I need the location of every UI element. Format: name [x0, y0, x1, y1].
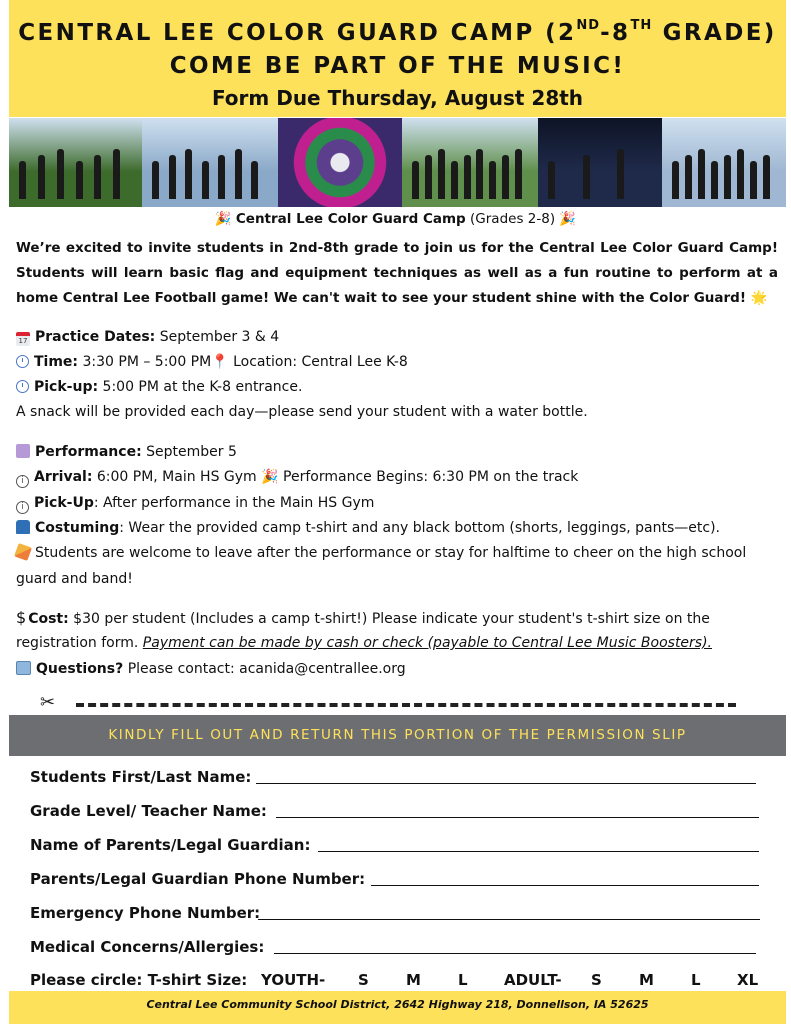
emergency-phone-field[interactable] [30, 904, 760, 922]
person-silhouette [464, 155, 471, 199]
emergency-phone-label: Emergency Phone Number: [30, 904, 261, 922]
practice-time-line [16, 352, 408, 372]
info-icon: i [16, 501, 29, 514]
medical-label: Medical Concerns/Allergies: [30, 938, 265, 956]
person-silhouette [698, 149, 705, 199]
costuming-label: Costuming [35, 520, 120, 536]
page-subtitle: COME BE PART OF THE MUSIC! [169, 53, 626, 79]
practice-time-label: Time: [34, 354, 79, 370]
person-silhouette [185, 149, 192, 199]
student-name-blank[interactable] [256, 783, 756, 784]
title-end: GRADE) [652, 20, 777, 46]
dollar-icon: $ [16, 608, 27, 627]
payment-line [16, 633, 712, 653]
payment-plain: registration form. [16, 635, 139, 651]
person-silhouette [763, 155, 770, 199]
person-silhouette [737, 149, 744, 199]
medical-blank[interactable] [274, 953, 756, 954]
person-silhouette [38, 155, 45, 199]
parent-phone-blank[interactable] [371, 885, 759, 886]
size-adult-xl[interactable]: XL [737, 971, 759, 989]
person-silhouette [476, 149, 483, 199]
size-adult-m[interactable]: M [639, 971, 654, 989]
person-silhouette [489, 161, 496, 199]
person-silhouette [438, 149, 445, 199]
intro-paragraph [16, 236, 778, 311]
person-silhouette [502, 155, 509, 199]
performance-pickup-line [16, 493, 374, 514]
team-huddle-photo [9, 118, 142, 207]
scissors-icon: ✂ [40, 692, 56, 713]
person-silhouette [672, 161, 679, 199]
grade-teacher-blank[interactable] [276, 817, 759, 818]
costuming-line [16, 518, 720, 538]
person-silhouette [218, 155, 225, 199]
info-icon: i [16, 475, 29, 488]
person-silhouette [113, 149, 120, 199]
intro-body: We’re excited to invite students in 2nd-8th grade to join us for the Central Lee Color Guard Camp! Students will learn basic flag and equipment techniques as well as a fun routine to perform at a home Central Lee Football game! We can't wait to see your student shine with the Color Guard! [16, 240, 778, 306]
practice-location: Location: Central Lee K-8 [233, 354, 408, 370]
calendar-icon: 17 [16, 332, 30, 346]
practice-dates-line [16, 327, 279, 347]
location-pin-icon: 📍 [211, 354, 229, 370]
adult-label: ADULT- [504, 971, 562, 989]
grade-teacher-label: Grade Level/ Teacher Name: [30, 802, 267, 820]
photo-strip [9, 118, 786, 207]
practice-dates-label: Practice Dates: [35, 329, 156, 345]
title-mid: -8 [600, 20, 631, 46]
flags-closeup-photo [278, 118, 402, 207]
performance-value: September 5 [146, 444, 237, 460]
grade-teacher-field[interactable] [30, 802, 759, 820]
person-silhouette [750, 161, 757, 199]
practice-pickup-label: Pick-up: [34, 379, 99, 395]
size-youth-l[interactable]: L [458, 971, 468, 989]
size-adult-s[interactable]: S [591, 971, 602, 989]
person-silhouette [169, 155, 176, 199]
snack-note: A snack will be provided each day—please send your student with a water bottle. [16, 404, 588, 420]
cut-line [40, 692, 740, 714]
student-name-field[interactable] [30, 768, 756, 786]
intro-heading-text: Central Lee Color Guard Camp [235, 211, 466, 227]
parking-lot-group-photo [662, 118, 786, 207]
parent-phone-label: Parents/Legal Guardian Phone Number: [30, 870, 366, 888]
person-silhouette [685, 155, 692, 199]
youth-label: YOUTH- [261, 971, 326, 989]
permission-slip-banner: KINDLY FILL OUT AND RETURN THIS PORTION OF THE PERMISSION SLIP [9, 715, 786, 756]
person-silhouette [152, 161, 159, 199]
title-sup-th: TH [630, 18, 653, 33]
person-silhouette [57, 149, 64, 199]
leave-note-line1 [16, 543, 746, 563]
cost-label: Cost: [28, 611, 69, 627]
payment-note: Payment can be made by cash or check (payable to Central Lee Music Boosters). [142, 635, 713, 651]
party-popper-icon: 🎉 [214, 211, 232, 227]
practice-pickup-value: 5:00 PM at the K-8 entrance. [102, 379, 303, 395]
size-youth-s[interactable]: S [358, 971, 369, 989]
size-youth-m[interactable]: M [406, 971, 421, 989]
dashed-divider [76, 703, 736, 707]
parent-name-blank[interactable] [318, 851, 759, 852]
party-popper-icon: 🎉 [261, 469, 279, 485]
arrival-line [16, 467, 578, 488]
cost-line [16, 608, 710, 629]
header-banner [9, 0, 786, 117]
envelope-icon [16, 661, 31, 675]
field-lineup-photo [402, 118, 538, 207]
group-lineup-house-photo [142, 118, 278, 207]
form-due-date: Form Due Thursday, August 28th [211, 86, 584, 110]
tshirt-size-label: Please circle: T-shirt Size: [30, 971, 248, 989]
intro-heading-grades: (Grades 2-8) [470, 211, 556, 227]
tshirt-icon [16, 520, 30, 534]
performance-pickup-label: Pick-Up [34, 495, 94, 511]
title-sup-nd: ND [576, 18, 601, 33]
performance-label: Performance: [35, 444, 142, 460]
theater-masks-icon [16, 444, 30, 458]
person-silhouette [251, 161, 258, 199]
parent-name-field[interactable] [30, 836, 759, 854]
person-silhouette [19, 161, 26, 199]
performers-night-photo [538, 118, 662, 207]
person-silhouette [515, 149, 522, 199]
leave-note-text1: Students are welcome to leave after the performance or stay for halftime to cheer on the high school [35, 545, 747, 561]
title-main: CENTRAL LEE COLOR GUARD CAMP (2 [18, 20, 577, 46]
performance-begins: Performance Begins: 6:30 PM on the track [283, 469, 579, 485]
performance-line [16, 442, 237, 462]
medical-field[interactable] [30, 938, 756, 956]
person-silhouette [76, 161, 83, 199]
size-adult-l[interactable]: L [691, 971, 701, 989]
arrival-value: 6:00 PM, Main HS Gym [96, 469, 257, 485]
page-title [9, 20, 786, 46]
person-silhouette [412, 161, 419, 199]
person-silhouette [425, 155, 432, 199]
person-silhouette [94, 155, 101, 199]
performance-pickup-value: : After performance in the Main HS Gym [93, 495, 375, 511]
student-name-label: Students First/Last Name: [30, 768, 252, 786]
clock-icon [16, 355, 29, 368]
parent-name-label: Name of Parents/Legal Guardian: [30, 836, 311, 854]
practice-dates-value: September 3 & 4 [159, 329, 280, 345]
emergency-phone-blank[interactable] [258, 919, 760, 920]
costuming-value: : Wear the provided camp t-shirt and any black bottom (shorts, leggings, pants—etc). [119, 520, 720, 536]
practice-pickup-line [16, 377, 302, 397]
questions-label: Questions? [36, 661, 124, 677]
contact-email[interactable]: Please contact: acanida@centrallee.org [127, 661, 406, 677]
footer-address: Central Lee Community School District, 2642 Highway 218, Donnellson, IA 52625 [9, 991, 786, 1024]
clock-icon [16, 380, 29, 393]
party-popper-icon: 🎉 [559, 211, 577, 227]
cost-value: $30 per student (Includes a camp t-shirt!) Please indicate your student's t-shirt size on the [73, 611, 710, 627]
person-silhouette [583, 155, 590, 199]
leave-note-line2: guard and band! [16, 571, 133, 587]
person-silhouette [548, 161, 555, 199]
star-icon: 🌟 [750, 290, 768, 306]
person-silhouette [617, 149, 624, 199]
person-silhouette [711, 161, 718, 199]
baton-icon [14, 543, 32, 561]
practice-time-value: 3:30 PM – 5:00 PM [82, 354, 212, 370]
intro-heading [0, 211, 791, 227]
parent-phone-field[interactable] [30, 870, 759, 888]
questions-line [16, 659, 406, 679]
arrival-label: Arrival: [34, 469, 93, 485]
person-silhouette [724, 155, 731, 199]
person-silhouette [202, 161, 209, 199]
person-silhouette [235, 149, 242, 199]
person-silhouette [451, 161, 458, 199]
